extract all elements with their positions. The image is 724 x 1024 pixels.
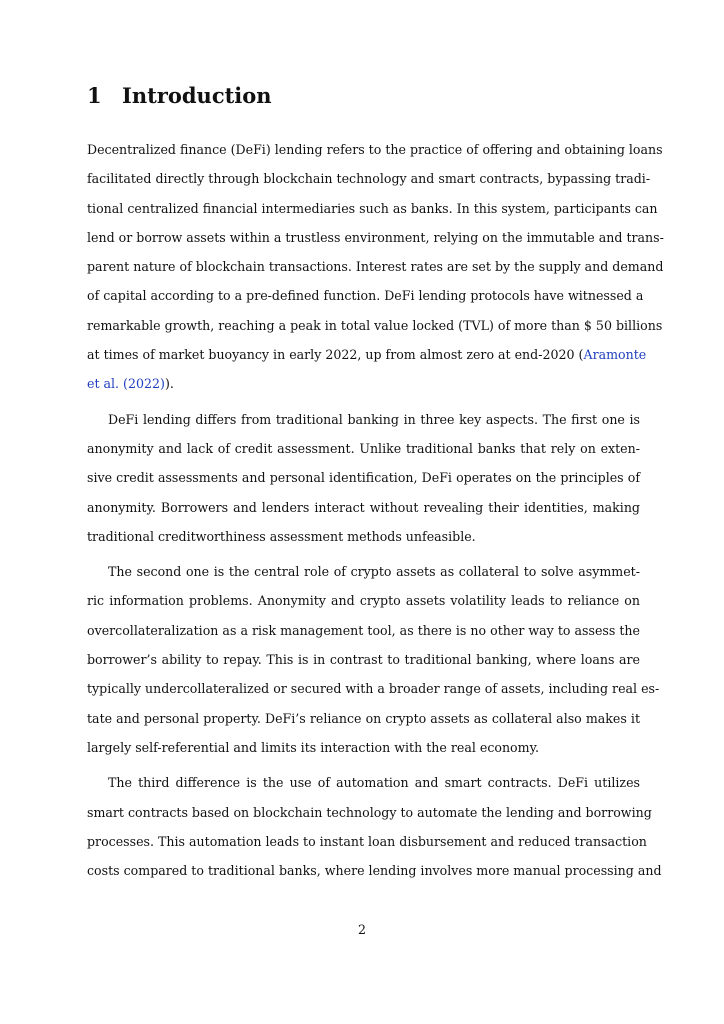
citation-link[interactable]: Aramonte xyxy=(583,347,647,363)
text-line: smart contracts based on blockchain technology to automate the lending and borrowing xyxy=(87,804,652,820)
text-line: overcollateralization as a risk management tool, as there is no other way to assess the xyxy=(87,622,640,638)
page-number: 2 xyxy=(357,922,366,937)
text-line: remarkable growth, reaching a peak in total value locked (TVL) of more than $ 50 billions xyxy=(87,317,663,333)
text-line: The second one is the central role of crypto assets as collateral to solve asymmet- xyxy=(108,564,640,580)
text-line: parent nature of blockchain transactions. Interest rates are set by the supply and demand xyxy=(87,259,664,275)
text-line: of capital according to a pre-defined function. DeFi lending protocols have witnessed a xyxy=(87,288,644,304)
citation-link[interactable]: et al. (2022) xyxy=(87,376,165,392)
section-title: Introduction xyxy=(122,83,272,108)
text-line: anonymity and lack of credit assessment. Unlike traditional banks that rely on exten- xyxy=(87,440,640,456)
paragraph-3 xyxy=(87,557,660,762)
text-line: costs compared to traditional banks, where lending involves more manual processing and xyxy=(87,863,662,879)
paragraph-1 xyxy=(87,135,664,399)
text-line: anonymity. Borrowers and lenders interact without revealing their identities, making xyxy=(87,499,640,515)
text-line: The third difference is the use of automation and smart contracts. DeFi utilizes xyxy=(108,775,640,791)
text-line xyxy=(87,369,640,398)
text-line: largely self-referential and limits its interaction with the real economy. xyxy=(87,739,540,755)
text-line xyxy=(87,340,647,369)
text-line: processes. This automation leads to instant loan disbursement and reduced transaction xyxy=(87,833,647,849)
text-line: tional centralized financial intermediaries such as banks. In this system, participants can xyxy=(87,200,658,216)
section-heading xyxy=(87,81,272,111)
text-line: Decentralized finance (DeFi) lending refers to the practice of offering and obtaining loans xyxy=(87,142,663,157)
text-line: sive credit assessments and personal identification, DeFi operates on the principles of xyxy=(87,470,640,486)
text-fragment: ). xyxy=(164,376,174,392)
paragraph-2 xyxy=(87,405,640,551)
paragraph-4 xyxy=(87,768,662,885)
body-text xyxy=(87,135,664,885)
text-line: facilitated directly through blockchain technology and smart contracts, bypassing tradi- xyxy=(87,171,651,187)
text-fragment: at times of market buoyancy in early 2022, up from almost zero at end-2020 ( xyxy=(87,347,584,363)
text-line: traditional creditworthiness assessment methods unfeasible. xyxy=(87,528,476,544)
text-line: DeFi lending differs from traditional banking in three key aspects. The first one is xyxy=(108,411,640,427)
text-line: borrower’s ability to repay. This is in contrast to traditional banking, where loans are xyxy=(87,652,640,668)
text-line: tate and personal property. DeFi’s reliance on crypto assets as collateral also makes it xyxy=(87,710,640,726)
text-line: typically undercollateralized or secured with a broader range of assets, including real es- xyxy=(87,681,660,697)
text-line: lend or borrow assets within a trustless environment, relying on the immutable and trans- xyxy=(87,229,664,245)
text-line: ric information problems. Anonymity and crypto assets volatility leads to reliance on xyxy=(87,593,640,609)
section-number: 1 xyxy=(87,83,102,108)
